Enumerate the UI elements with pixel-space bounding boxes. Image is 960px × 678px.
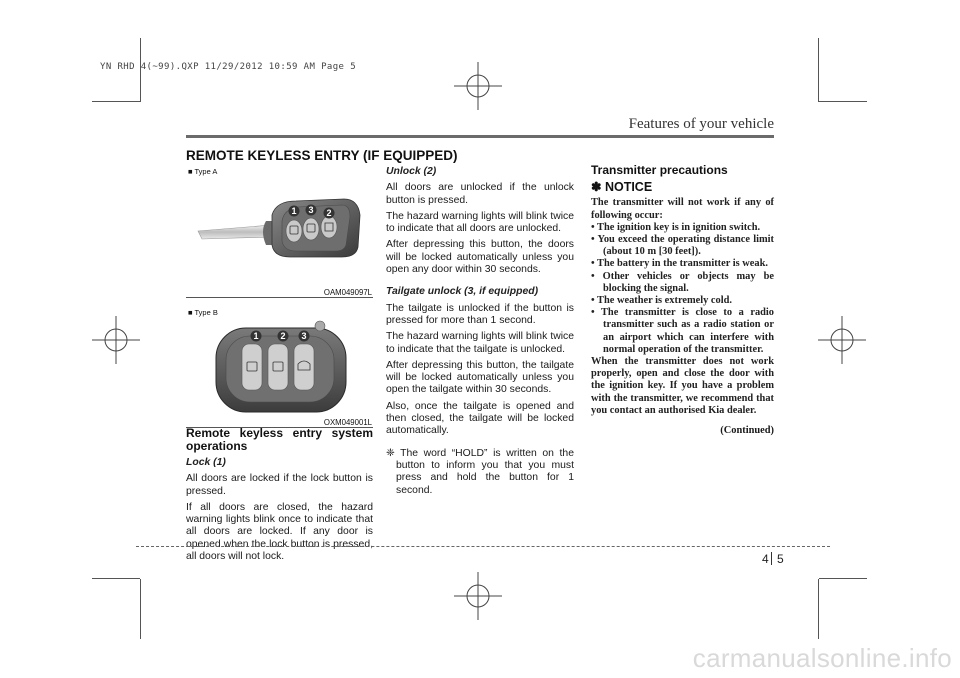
continued-label: (Continued) [720, 424, 774, 436]
unlock-paragraph-1: All doors are unlocked if the unlock button is pressed. [386, 182, 574, 206]
notice-bullet: • The ignition key is in ignition switch. [591, 221, 761, 233]
svg-text:1: 1 [253, 331, 259, 341]
tailgate-paragraph-2: The hazard warning lights will blink twice to indicate that the tailgate is unlocked. [386, 331, 574, 355]
tailgate-paragraph-4: Also, once the tailgate is opened and then closed, the tailgate will be locked automatically. [386, 400, 574, 437]
watermark: carmanualsonline.info [692, 643, 952, 673]
figure-a-code: OAM049097L [323, 288, 372, 297]
svg-text:3: 3 [301, 331, 307, 341]
figure-b-code: OXM049001L [323, 418, 372, 427]
unlock-heading: Unlock (2) [386, 166, 437, 177]
column-3 [591, 164, 774, 437]
flip-key-image [186, 165, 373, 298]
notice-bullet: • The weather is extremely cold. [591, 294, 732, 306]
page-number: 5 [777, 552, 784, 566]
transmitter-heading: Transmitter precautions [591, 163, 728, 177]
smart-key-image [186, 306, 373, 428]
lock-paragraph-1: All doors are locked if the lock button is pressed. [186, 473, 373, 497]
notice-body [591, 197, 774, 417]
column-2 [386, 166, 574, 501]
operations-heading: Remote keyless entry system operations [186, 426, 373, 453]
unlock-paragraph-3: After depressing this button, the doors will be locked automatically unless you open any door within 30 seconds. [386, 239, 574, 276]
figure-a-rule [186, 297, 373, 298]
section-title: Features of your vehicle [628, 116, 774, 132]
svg-text:2: 2 [326, 208, 332, 218]
notice-closing: When the transmitter does not work properly, open and close the door with the ignition key. If you have a problem with the transmitter, we recommend that you contact an authorised Kia dealer. [591, 355, 774, 416]
figure-type-a [186, 165, 373, 298]
svg-text:2: 2 [280, 331, 286, 341]
notice-bullet: • The battery in the transmitter is weak. [591, 258, 768, 270]
page-title: REMOTE KEYLESS ENTRY (IF EQUIPPED) [186, 148, 458, 163]
page-number-divider [771, 552, 772, 565]
unlock-paragraph-2: The hazard warning lights will blink twice to indicate that all doors are unlocked. [386, 210, 574, 235]
notice-bullet: • You exceed the operating distance limit (about 10 m [30 feet]). [591, 233, 774, 258]
tailgate-paragraph-3: After depressing this button, the tailgate will be locked automatically unless you open the tailgate within 30 seconds. [386, 359, 574, 396]
notice-intro: The transmitter will not work if any of following occur: [591, 197, 774, 221]
notice-bullet: • The transmitter is close to a radio transmitter such as a radio station or an airport which can interfere with normal operation of the transmitter. [591, 307, 774, 355]
print-slug: YN RHD 4(~99).QXP 11/29/2012 10:59 AM Page 5 [100, 62, 357, 72]
chapter-number: 4 [762, 552, 769, 566]
figure-type-b [186, 306, 373, 428]
figure-a-label: ■ Type A [188, 167, 218, 176]
tailgate-paragraph-1: The tailgate is unlocked if the button is pressed for more than 1 second. [386, 302, 574, 326]
header-rule [186, 135, 774, 138]
svg-text:1: 1 [291, 206, 297, 216]
figure-b-label: ■ Type B [188, 308, 218, 317]
notice-heading: ✽ NOTICE [591, 180, 653, 194]
svg-text:3: 3 [308, 205, 314, 215]
tailgate-heading: Tailgate unlock (3, if equipped) [386, 286, 539, 298]
lock-heading: Lock (1) [186, 457, 226, 468]
lock-paragraph-2: If all doors are closed, the hazard warning lights blink once to indicate that all doors are locked. If any door is opened when the lock button is pressed, all doors will not lock. [186, 501, 373, 563]
footer-rule [136, 546, 830, 547]
notice-bullet: • Other vehicles or objects may be blocking the signal. [591, 270, 774, 294]
hold-note: ❈ The word “HOLD” is written on the button to inform you that you must press and hold the button for 1 second. [386, 447, 574, 496]
